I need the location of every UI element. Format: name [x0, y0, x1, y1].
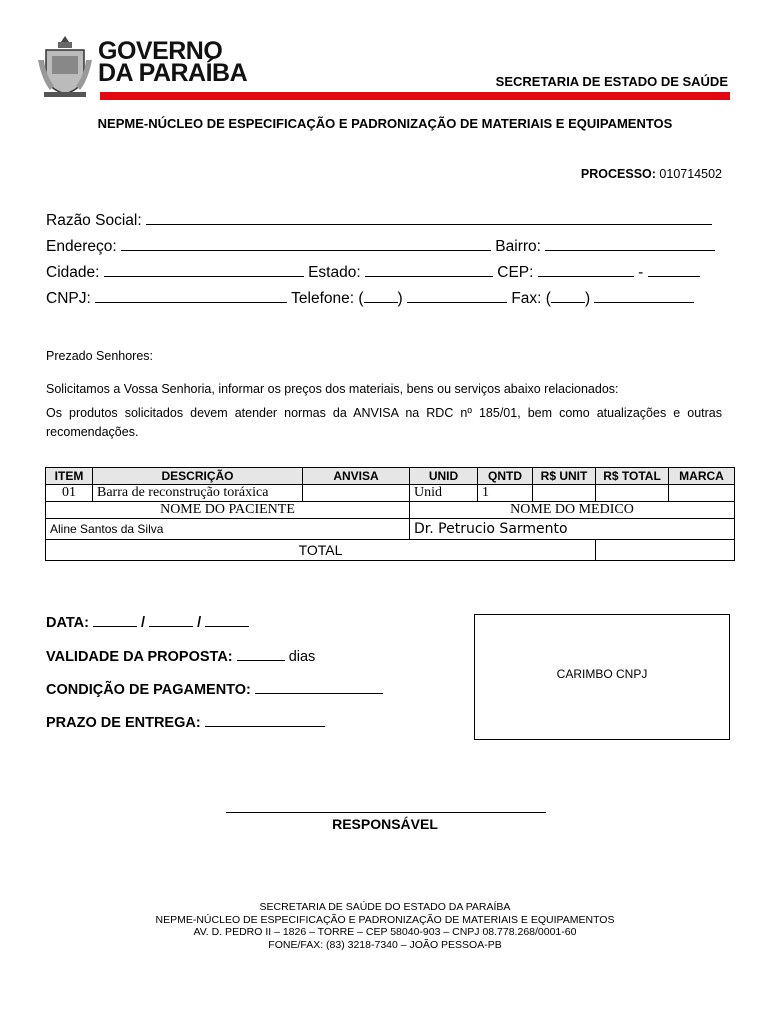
paciente-name: Aline Santos da Silva [46, 519, 410, 540]
cell-marca[interactable] [669, 485, 735, 502]
footer-line-4: FONE/FAX: (83) 3218-7340 – JOÃO PESSOA-PB [268, 938, 502, 951]
cell-unit-price[interactable] [533, 485, 596, 502]
document-title: NEPME-NÚCLEO DE ESPECIFICAÇÃO E PADRONIZAÇÃO DE MATERIAIS E EQUIPAMENTOS [97, 116, 673, 131]
responsavel-label: RESPONSÁVEL [332, 816, 438, 832]
greeting: Prezado Senhores: [46, 349, 154, 363]
cnpj-label: CNPJ: [46, 290, 91, 307]
prazo-field [46, 714, 325, 731]
carimbo-box [474, 614, 730, 740]
cep-label: CEP: [497, 264, 534, 281]
table-row [46, 485, 735, 502]
total-value[interactable] [596, 540, 735, 561]
telefone-ddd-blank[interactable] [364, 290, 398, 303]
data-year-blank[interactable] [205, 614, 249, 627]
header-marca: MARCA [669, 468, 735, 485]
nome-paciente-label: NOME DO PACIENTE [46, 502, 410, 519]
cnpj-field [46, 290, 694, 308]
header-unit-price: R$ UNIT [533, 468, 596, 485]
condicao-label: CONDIÇÃO DE PAGAMENTO: [46, 682, 251, 698]
cidade-field [46, 264, 700, 282]
state-seal-logo [36, 34, 94, 98]
bairro-label: Bairro: [495, 238, 541, 255]
header-total-price: R$ TOTAL [596, 468, 669, 485]
total-row [46, 540, 735, 561]
fax-ddd-blank[interactable] [551, 290, 585, 303]
header-anvisa: ANVISA [303, 468, 410, 485]
endereco-field [46, 238, 715, 256]
total-label: TOTAL [46, 540, 596, 561]
data-field [46, 614, 249, 631]
bairro-blank[interactable] [545, 238, 715, 251]
header-qntd: QNTD [478, 468, 533, 485]
validade-unit: dias [288, 649, 316, 665]
fax-label: Fax: ( [511, 290, 551, 307]
data-separator-2: / [197, 615, 202, 631]
cell-total-price[interactable] [596, 485, 669, 502]
data-day-blank[interactable] [93, 614, 137, 627]
estado-blank[interactable] [365, 264, 493, 277]
fax-close-paren: ) [584, 290, 591, 307]
footer [0, 901, 770, 951]
endereco-blank[interactable] [121, 238, 491, 251]
validade-label: VALIDADE DA PROPOSTA: [46, 649, 233, 665]
names-value-row [46, 519, 735, 540]
footer-line-2: NEPME-NÚCLEO DE ESPECIFICAÇÃO E PADRONIZAÇÃO DE MATERIAIS E EQUIPAMENTOS [155, 913, 615, 926]
endereco-label: Endereço: [46, 238, 117, 255]
cell-unid: Unid [410, 485, 478, 502]
cep-suffix-blank[interactable] [648, 264, 700, 277]
data-label: DATA: [46, 615, 89, 631]
cell-qntd: 1 [478, 485, 533, 502]
names-header-row [46, 502, 735, 519]
cidade-label: Cidade: [46, 264, 100, 281]
header-item: ITEM [46, 468, 93, 485]
validade-field [46, 648, 315, 665]
signature-line[interactable] [226, 812, 546, 813]
data-separator-1: / [141, 615, 146, 631]
razao-social-blank[interactable] [146, 212, 712, 225]
telefone-label: Telefone: ( [291, 290, 364, 307]
cidade-blank[interactable] [104, 264, 304, 277]
prazo-blank[interactable] [205, 714, 325, 727]
cnpj-blank[interactable] [95, 290, 287, 303]
cep-dash: - [638, 264, 644, 281]
razao-social-field [46, 212, 712, 230]
cell-descricao: Barra de reconstrução toráxica [93, 485, 303, 502]
medico-name: Dr. Petrucio Sarmento [410, 519, 735, 540]
validade-blank[interactable] [237, 648, 285, 661]
estado-label: Estado: [308, 264, 361, 281]
table-header-row [46, 468, 735, 485]
condicao-field [46, 681, 383, 698]
secretaria-title: SECRETARIA DE ESTADO DE SAÚDE [495, 74, 728, 89]
header-descricao: DESCRIÇÃO [93, 468, 303, 485]
footer-line-3: AV. D. PEDRO II – 1826 – TORRE – CEP 58040-903 – CNPJ 08.778.268/0001-60 [193, 926, 577, 938]
processo-number [581, 167, 722, 181]
header-red-bar [100, 92, 730, 100]
footer-line-1: SECRETARIA DE SAÚDE DO ESTADO DA PARAÍBA [259, 901, 511, 913]
header-unid: UNID [410, 468, 478, 485]
cell-item: 01 [46, 485, 93, 502]
processo-value: 010714502 [659, 167, 722, 181]
governo-paraiba-logo-text: GOVERNO DA PARAÍBA [98, 37, 248, 87]
razao-social-label: Razão Social: [46, 212, 142, 229]
cep-blank[interactable] [538, 264, 634, 277]
prazo-label: PRAZO DE ENTREGA: [46, 715, 201, 731]
telefone-blank[interactable] [407, 290, 507, 303]
items-table [45, 467, 735, 561]
request-text: Solicitamos a Vossa Senhoria, informar os preços dos materiais, bens ou serviços abaixo relacionados: [46, 382, 619, 396]
nome-medico-label: NOME DO MEDICO [410, 502, 735, 519]
condicao-blank[interactable] [255, 681, 383, 694]
anvisa-notice: Os produtos solicitados devem atender normas da ANVISA na RDC nº 185/01, bem como atualizações e outras recomendações. [46, 406, 722, 439]
cell-anvisa[interactable] [303, 485, 410, 502]
carimbo-label: CARIMBO CNPJ [556, 667, 648, 681]
processo-label: PROCESSO: [580, 167, 656, 181]
telefone-close-paren: ) [397, 290, 403, 307]
data-month-blank[interactable] [149, 614, 193, 627]
fax-blank[interactable] [594, 290, 694, 303]
